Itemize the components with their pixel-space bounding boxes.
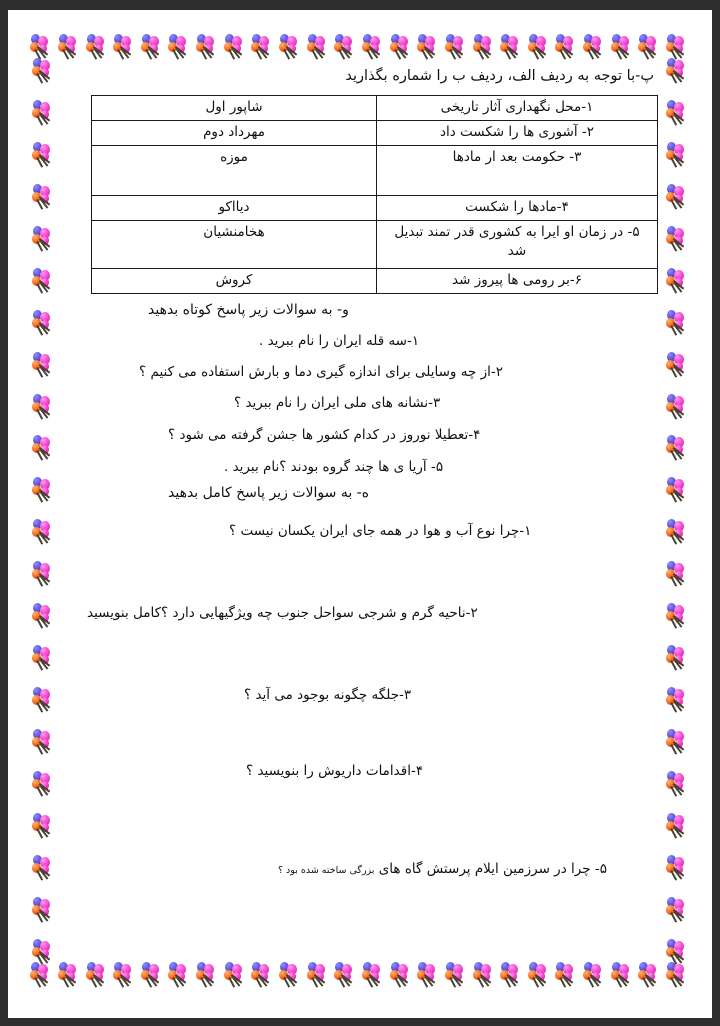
balloon-cluster-icon [666,226,690,251]
short-answer-question: ۱-سه قله ایران را نام ببرید . [259,333,420,349]
short-answer-instruction: و- به سوالات زیر پاسخ کوتاه بدهید [148,302,349,318]
balloon-cluster-icon [32,897,56,922]
matching-instruction: پ-با توجه به ردیف الف، ردیف ب را شماره بگذارید [345,68,654,84]
balloon-cluster-icon [251,34,275,59]
full-answer-question [64,859,658,881]
full-answer-question-5-main: ۵- چرا در سرزمین ایلام پرستش گاه های [374,861,607,877]
table-row [92,269,658,294]
short-answer-question: ۳-نشانه های ملی ایران را نام ببرید ؟ [234,395,441,411]
balloon-cluster-icon [417,962,441,987]
balloon-cluster-icon [666,962,690,987]
balloon-cluster-icon [32,352,56,377]
balloon-cluster-icon [196,962,220,987]
balloon-cluster-icon [32,855,56,880]
table-cell-column-b: ۱-محل نگهداری آثار تاریخی [377,96,658,121]
balloon-cluster-icon [666,34,690,59]
balloon-cluster-icon [32,435,56,460]
table-row [92,221,658,269]
short-answer-question-list [64,331,658,477]
balloon-cluster-icon [666,561,690,586]
balloon-cluster-icon [666,184,690,209]
balloon-cluster-icon [32,184,56,209]
balloon-cluster-icon [666,58,690,83]
balloon-cluster-icon [168,34,192,59]
balloon-cluster-icon [113,34,137,59]
balloon-cluster-icon [666,897,690,922]
balloon-cluster-icon [417,34,441,59]
table-cell-column-b: ۲- آشوری ها را شکست داد [377,121,658,146]
balloon-cluster-icon [113,962,137,987]
balloon-cluster-icon [141,962,165,987]
balloon-cluster-icon [32,729,56,754]
balloon-cluster-icon [666,352,690,377]
balloon-cluster-icon [307,962,331,987]
balloon-cluster-icon [32,687,56,712]
short-answer-question: ۵- آریا ی ها چند گروه بودند ؟نام ببرید . [224,459,444,475]
table-cell-column-a[interactable]: موزه [92,146,377,196]
balloon-cluster-icon [251,962,275,987]
balloon-cluster-icon [86,962,110,987]
balloon-cluster-icon [32,519,56,544]
balloon-cluster-icon [666,142,690,167]
border-left [30,58,56,964]
balloon-cluster-icon [32,394,56,419]
balloon-cluster-icon [473,34,497,59]
balloon-cluster-icon [32,603,56,628]
balloon-cluster-icon [528,34,552,59]
balloon-cluster-icon [666,939,690,964]
balloon-cluster-icon [390,962,414,987]
balloon-cluster-icon [32,477,56,502]
table-row [92,96,658,121]
balloon-cluster-icon [32,813,56,838]
balloon-cluster-icon [666,310,690,335]
balloon-cluster-icon [666,687,690,712]
balloon-cluster-icon [528,962,552,987]
balloon-cluster-icon [58,962,82,987]
full-answer-question-list [64,521,658,881]
balloon-cluster-icon [666,394,690,419]
balloon-cluster-icon [32,645,56,670]
table-cell-column-b: ۳- حکومت بعد ار مادها [377,146,658,196]
balloon-cluster-icon [279,34,303,59]
table-cell-column-a[interactable]: کروش [92,269,377,294]
table-cell-column-b: ۵- در زمان او ایرا به کشوری قدر تمند تبدیل شد [377,221,658,269]
short-answer-question: ۲-از چه وسایلی برای اندازه گیری دما و بارش استفاده می کنیم ؟ [139,364,504,380]
matching-table [91,95,658,294]
balloon-cluster-icon [86,34,110,59]
short-answer-question: ۴-تعطیلا نوروز در کدام کشور ها جشن گرفته می شود ؟ [168,427,481,443]
table-cell-column-a[interactable]: مهرداد دوم [92,121,377,146]
balloon-cluster-icon [32,58,56,83]
balloon-cluster-icon [583,34,607,59]
balloon-cluster-icon [666,729,690,754]
balloon-cluster-icon [279,962,303,987]
balloon-cluster-icon [30,34,54,59]
balloon-cluster-icon [224,34,248,59]
border-right [664,58,690,964]
full-answer-question-5-tail: بزرگی ساخته شده بود ؟ [278,865,375,876]
balloon-cluster-icon [666,435,690,460]
worksheet-page [8,10,712,1018]
balloon-cluster-icon [611,962,635,987]
balloon-cluster-icon [30,962,54,987]
balloon-cluster-icon [638,34,662,59]
balloon-cluster-icon [32,939,56,964]
balloon-cluster-icon [666,603,690,628]
balloon-cluster-icon [168,962,192,987]
table-row [92,146,658,196]
table-row [92,121,658,146]
full-answer-question: ۳-جلگه چگونه بوجود می آید ؟ [244,687,412,703]
balloon-cluster-icon [666,813,690,838]
balloon-cluster-icon [32,561,56,586]
balloon-cluster-icon [224,962,248,987]
balloon-cluster-icon [362,962,386,987]
worksheet-content [64,66,658,881]
balloon-cluster-icon [32,226,56,251]
balloon-cluster-icon [611,34,635,59]
full-answer-instruction: ه- به سوالات زیر پاسخ کامل بدهید [168,485,370,501]
balloon-cluster-icon [500,962,524,987]
balloon-cluster-icon [58,34,82,59]
balloon-cluster-icon [473,962,497,987]
balloon-cluster-icon [583,962,607,987]
balloon-cluster-icon [334,34,358,59]
table-row [92,196,658,221]
balloon-cluster-icon [32,310,56,335]
balloon-cluster-icon [141,34,165,59]
balloon-cluster-icon [666,645,690,670]
balloon-cluster-icon [334,962,358,987]
balloon-cluster-icon [32,100,56,125]
table-cell-column-a[interactable]: هخامنشیان [92,221,377,269]
balloon-cluster-icon [555,34,579,59]
balloon-cluster-icon [445,34,469,59]
balloon-cluster-icon [500,34,524,59]
balloon-cluster-icon [666,477,690,502]
full-answer-question: ۴-اقدامات داریوش را بنویسید ؟ [246,763,424,779]
balloon-cluster-icon [362,34,386,59]
border-bottom [30,962,690,988]
matching-table-body [92,96,658,294]
balloon-cluster-icon [638,962,662,987]
table-cell-column-b: ۶-بر رومی ها پیروز شد [377,269,658,294]
balloon-cluster-icon [445,962,469,987]
balloon-cluster-icon [666,855,690,880]
table-cell-column-a[interactable]: شاپور اول [92,96,377,121]
balloon-cluster-icon [390,34,414,59]
table-cell-column-a[interactable]: دیااکو [92,196,377,221]
balloon-cluster-icon [666,519,690,544]
border-top [30,34,690,60]
balloon-cluster-icon [32,142,56,167]
table-cell-column-b: ۴-مادها را شکست [377,196,658,221]
balloon-cluster-icon [666,771,690,796]
balloon-cluster-icon [666,268,690,293]
balloon-cluster-icon [32,771,56,796]
full-answer-question: ۲-ناحیه گرم و شرجی سواحل جنوب چه ویژگیهایی دارد ؟کامل بنویسید [87,605,478,621]
full-answer-question: ۱-چرا نوع آب و هوا در همه جای ایران یکسان نیست ؟ [229,523,532,539]
balloon-cluster-icon [32,268,56,293]
balloon-cluster-icon [666,100,690,125]
balloon-cluster-icon [307,34,331,59]
balloon-cluster-icon [196,34,220,59]
balloon-cluster-icon [555,962,579,987]
